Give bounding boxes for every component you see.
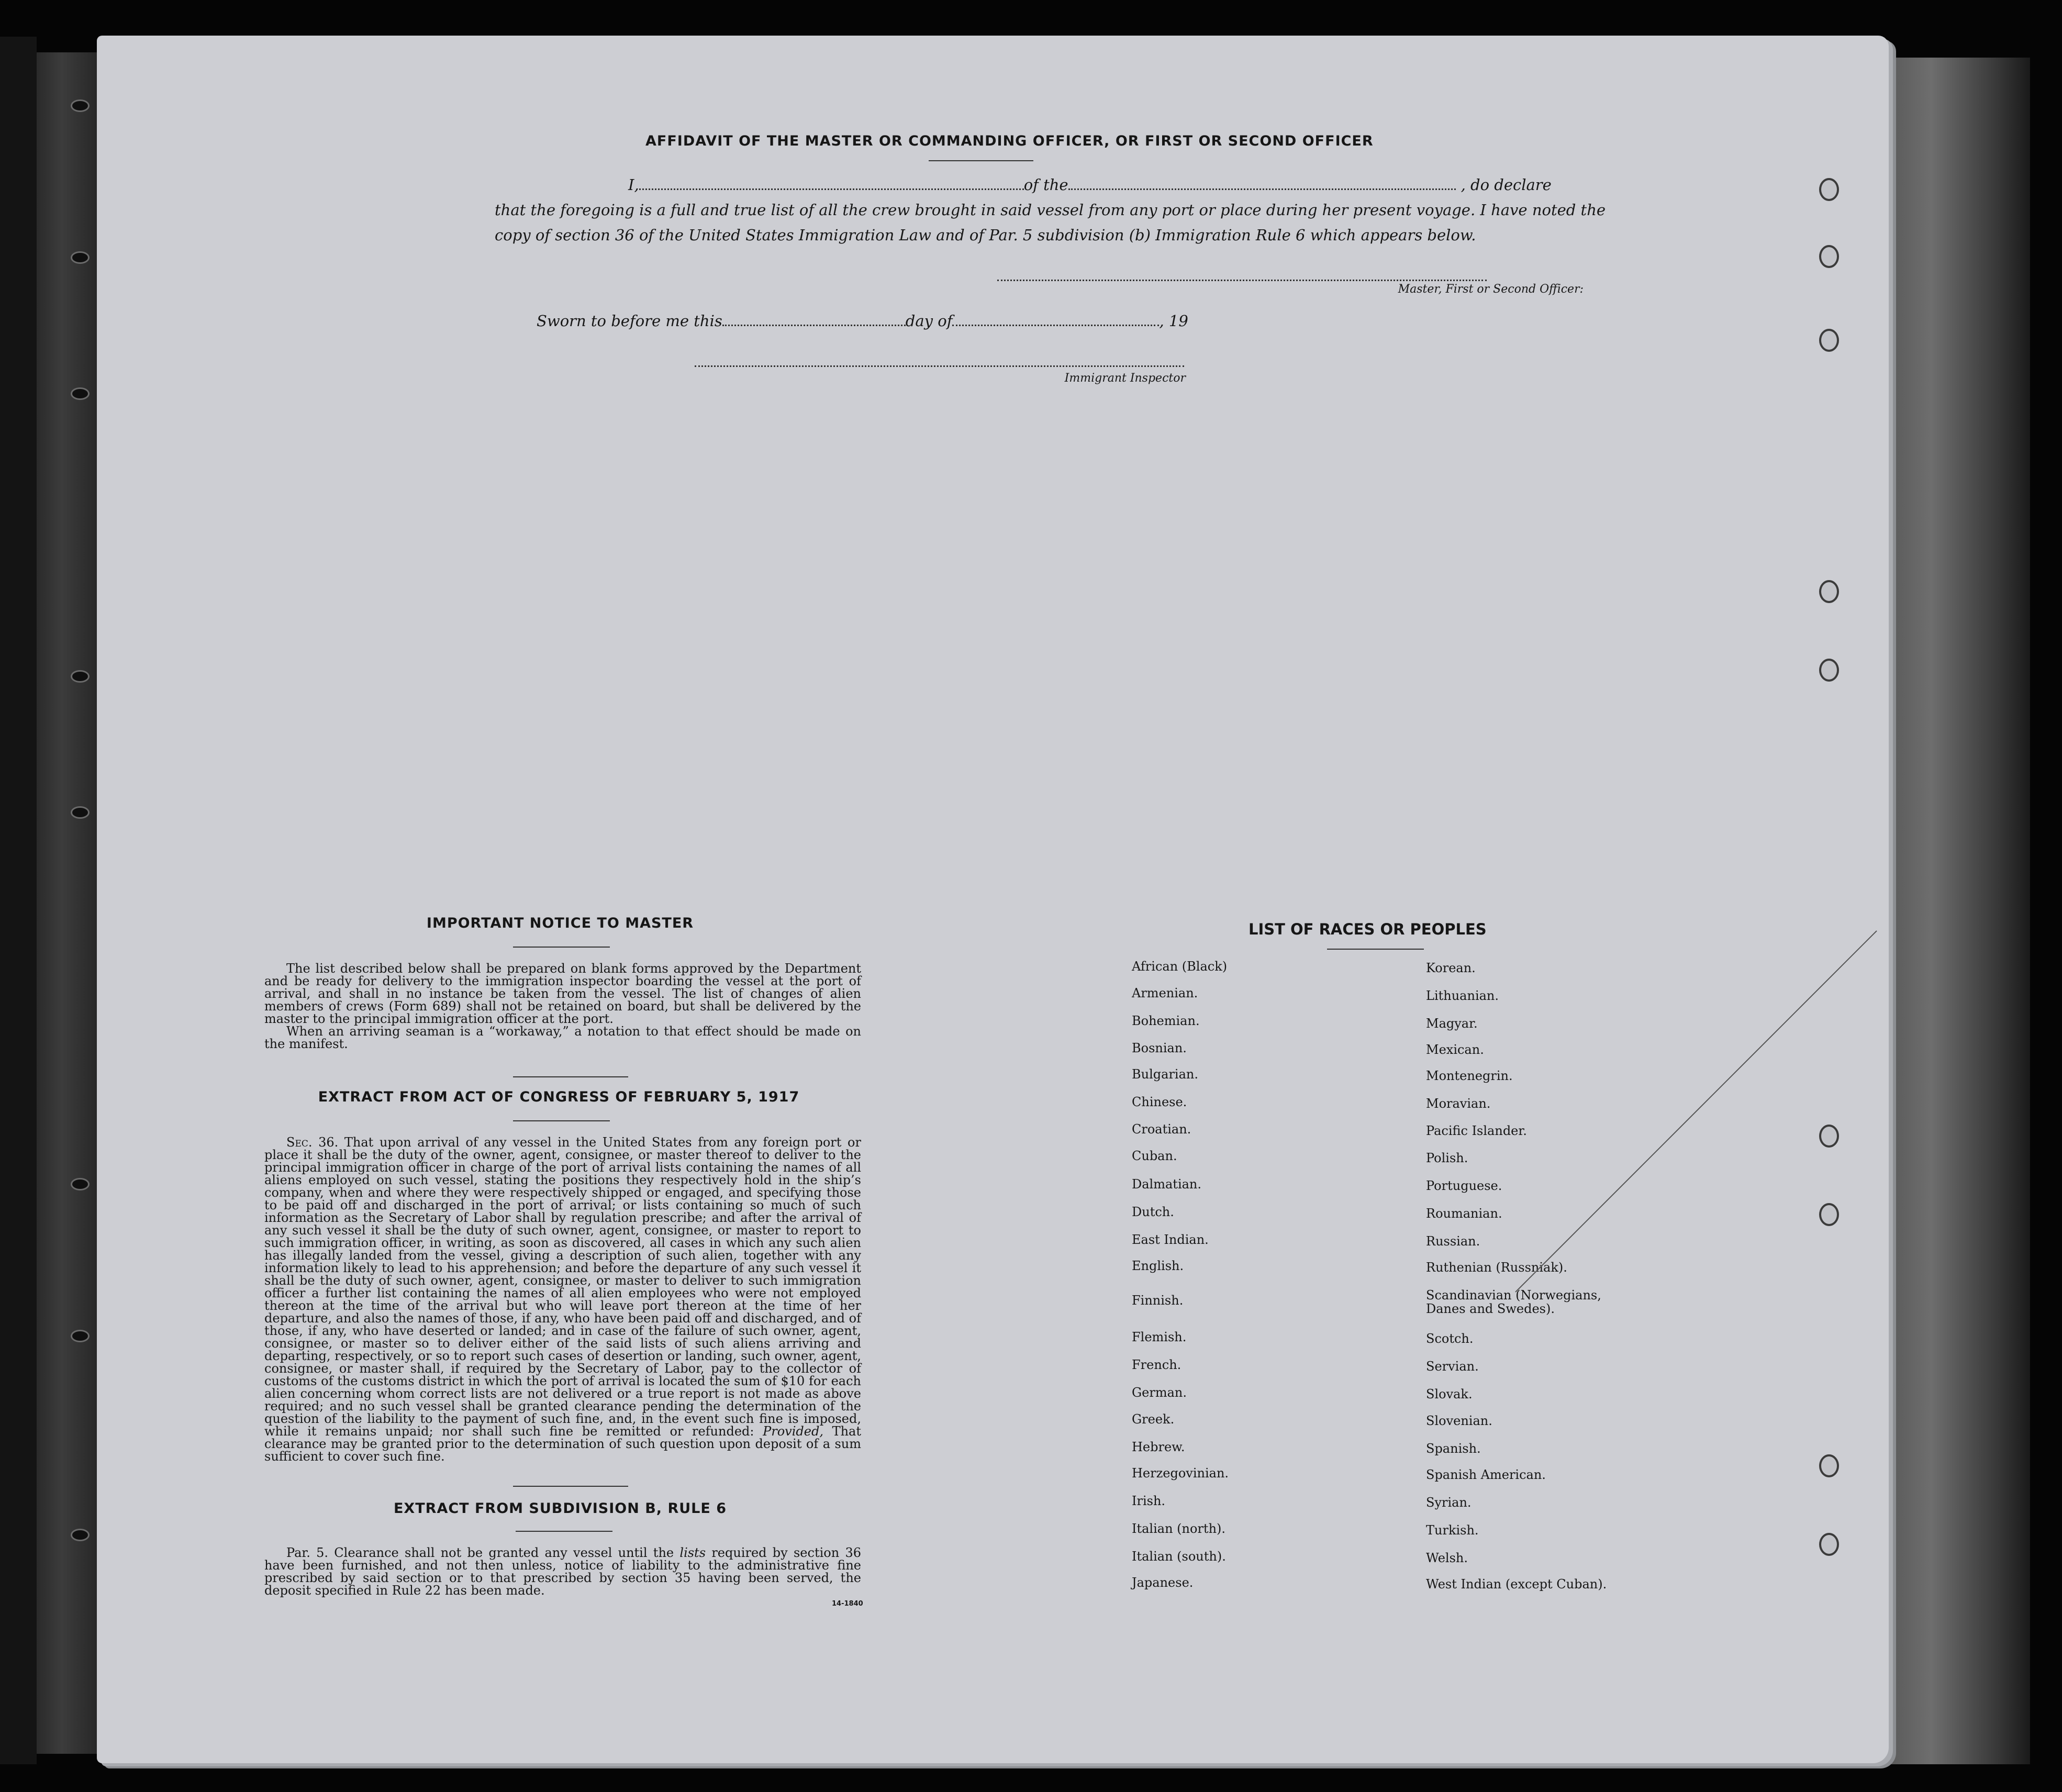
race-item: Polish. xyxy=(1426,1151,1468,1165)
race-item: Hebrew. xyxy=(1132,1440,1185,1454)
act-extract-title: EXTRACT FROM ACT OF CONGRESS OF FEBRUARY 5, 1917 xyxy=(318,1089,800,1105)
race-item: Bohemian. xyxy=(1132,1014,1200,1028)
race-item: Roumanian. xyxy=(1426,1206,1502,1221)
race-item: Montenegrin. xyxy=(1426,1068,1513,1083)
of-the-label: of the xyxy=(1023,176,1068,194)
binder-hole xyxy=(71,387,90,400)
do-declare-label: , do declare xyxy=(1461,176,1552,194)
race-item: Italian (south). xyxy=(1132,1549,1226,1564)
punch-hole-icon xyxy=(1819,178,1839,201)
race-item: Turkish. xyxy=(1426,1523,1479,1538)
race-item: Russian. xyxy=(1426,1234,1480,1249)
act-text: That upon arrival of any vessel in the United States from any foreign port or place it shall be the duty of the owner, agent, consignee, or master thereof to deliver to the principal immigration officer in charge of the port of arrival lists containing the names of all aliens employed on such vessel, stating the positions they respectively hold in the ship’s company, when and where they were respectively shipped or engaged, and specifying those to be paid off and discharged in the port of arrival; or lists containing so much of such information as the Secretary of Labor shall by regulation prescribe; and after the arrival of any such vessel it shall be the duty of such owner, agent, consignee, or master to report to such immigration officer, in writing, as soon as discovered, all cases in which any such alien has illegally landed from the vessel, giving a description of such alien, together with any information likely to lead to his apprehension; and before the departure of any such vessel it shall be the duty of such owner, agent, consignee, or master to deliver to such immigration officer a further list containing the names of all alien employees who were not employed thereon at the time of the arrival but who will leave port thereon at the time of her departure, and also the names of those, if any, who have been paid off and discharged, and of those, if any, who have deserted or landed; and in case of the failure of such owner, agent, consignee, or master so to deliver either of the said lists of such aliens arriving and departing, respectively, or so to report such cases of desertion or landing, such owner, agent, consignee, or master shall, if required by the Secretary of Labor, pay to the collector of customs of the customs district in which the port of arrival is located the sum of $10 for each alien concerning whom correct lists are not delivered or a true report is not made as above required; and no such vessel shall be granted clearance pending the determination of the question of the liability to the payment of such fine, and, in the event such fine is imposed, while it remains unpaid; nor shall such fine be remitted or refunded: xyxy=(264,1135,861,1439)
title-divider xyxy=(929,160,1033,161)
vessel-name-blank[interactable] xyxy=(1068,188,1456,190)
i-label: I, xyxy=(628,176,639,194)
race-item: Syrian. xyxy=(1426,1495,1472,1510)
race-item: Herzegovinian. xyxy=(1132,1466,1229,1481)
notice-divider xyxy=(513,947,610,948)
races-divider xyxy=(1327,949,1424,950)
race-item: Irish. xyxy=(1132,1494,1166,1508)
binder-hole xyxy=(71,1529,90,1541)
affidavit-line-3: copy of section 36 of the United States Immigration Law and of Par. 5 subdivision (b) Immigration Rule 6 which appears below. xyxy=(495,226,1476,244)
punch-hole-icon xyxy=(1819,1454,1839,1477)
race-item: Greek. xyxy=(1132,1412,1175,1427)
race-item: Spanish American. xyxy=(1426,1467,1546,1482)
binder-strip-right xyxy=(1889,58,2030,1764)
race-item: Spanish. xyxy=(1426,1441,1481,1456)
manifest-page xyxy=(97,36,1889,1763)
race-item: Scandinavian (Norwegians, Danes and Swedes). xyxy=(1426,1288,1601,1316)
race-item: African (Black) xyxy=(1132,959,1228,974)
race-item: Mexican. xyxy=(1426,1042,1484,1057)
race-item: Chinese. xyxy=(1132,1095,1187,1109)
punch-hole-icon xyxy=(1819,329,1839,352)
scan-background-left xyxy=(0,37,37,1764)
race-item: French. xyxy=(1132,1357,1182,1372)
binder-hole xyxy=(71,251,90,264)
race-item: Dutch. xyxy=(1132,1205,1174,1219)
race-item: Cuban. xyxy=(1132,1149,1177,1163)
race-item: West Indian (except Cuban). xyxy=(1426,1577,1607,1591)
race-item: Finnish. xyxy=(1132,1293,1184,1308)
race-item: Lithuanian. xyxy=(1426,988,1499,1003)
punch-hole-icon xyxy=(1819,580,1839,603)
stray-pen-mark xyxy=(1510,926,1887,1303)
notice-body xyxy=(264,962,861,1050)
section-divider xyxy=(513,1076,628,1077)
notice-paragraph-2: When an arriving seaman is a “workaway,” a notation to that effect should be made on the manifest. xyxy=(264,1024,861,1051)
sec-label: Sec. 36. xyxy=(286,1135,339,1150)
section-divider xyxy=(513,1486,628,1487)
race-item: Pacific Islander. xyxy=(1426,1123,1527,1138)
race-item: Italian (north). xyxy=(1132,1521,1226,1536)
rule-text-after: required by section 36 have been furnished, and not then unless, notice of liability to the administrative fine prescribed by said section or to that prescribed by section 35 having been served, the deposit specified in Rule 22 has been made. xyxy=(264,1545,861,1598)
day-of-label: day of xyxy=(905,312,953,330)
race-item: Slovenian. xyxy=(1426,1413,1492,1428)
race-item: Croatian. xyxy=(1132,1122,1191,1137)
race-item: Welsh. xyxy=(1426,1551,1468,1565)
race-item: Moravian. xyxy=(1426,1096,1491,1111)
sworn-line xyxy=(537,309,1188,333)
master-name-blank[interactable] xyxy=(639,188,1024,190)
race-item: Portuguese. xyxy=(1426,1178,1502,1193)
lists-word: lists xyxy=(679,1545,706,1560)
race-item: Servian. xyxy=(1426,1359,1479,1374)
race-item: Bosnian. xyxy=(1132,1041,1187,1055)
act-divider xyxy=(513,1120,610,1121)
inspector-signature-line[interactable] xyxy=(695,365,1184,367)
affidavit-title: AFFIDAVIT OF THE MASTER OR COMMANDING OFFICER, OR FIRST OR SECOND OFFICER xyxy=(645,133,1374,149)
sworn-month-blank[interactable] xyxy=(952,325,1159,326)
race-item: Slovak. xyxy=(1426,1387,1473,1401)
form-number: 14-1840 xyxy=(832,1600,863,1608)
notice-title: IMPORTANT NOTICE TO MASTER xyxy=(426,915,694,931)
race-item: Flemish. xyxy=(1132,1330,1187,1344)
rule-extract-body xyxy=(264,1546,861,1597)
race-item: Armenian. xyxy=(1132,986,1198,1000)
race-item: English. xyxy=(1132,1259,1184,1273)
affidavit-line-2: that the foregoing is a full and true list of all the crew brought in said vessel from any port or place during her present voyage. I have noted the xyxy=(495,201,1606,219)
sworn-day-blank[interactable] xyxy=(722,325,906,326)
notice-paragraph-1: The list described below shall be prepared on blank forms approved by the Department and be ready for delivery to the immigration inspector boarding the vessel at the port of arrival, and shall in no instance be taken from the vessel. The list of changes of alien members of crews (Form 689) shall not be retained on board, but shall be delivered by the master to the principal immigration officer at the port. xyxy=(264,961,861,1026)
race-item: Ruthenian (Russniak). xyxy=(1426,1260,1567,1275)
binder-hole xyxy=(71,1178,90,1190)
act-tail: That clearance may be granted prior to the determination of such question upon deposit of a sum sufficient to cover such fine. xyxy=(264,1424,861,1464)
punch-hole-icon xyxy=(1819,245,1839,268)
race-item: Bulgarian. xyxy=(1132,1067,1198,1082)
punch-hole-icon xyxy=(1819,1533,1839,1556)
race-item: German. xyxy=(1132,1385,1187,1400)
binder-hole xyxy=(71,670,90,683)
race-item: East Indian. xyxy=(1132,1232,1209,1247)
binder-hole xyxy=(71,99,90,112)
affidavit-line-1 xyxy=(534,173,1586,197)
punch-hole-icon xyxy=(1819,659,1839,682)
binder-hole xyxy=(71,1330,90,1342)
rule-divider xyxy=(516,1531,612,1532)
rule-extract-title: EXTRACT FROM SUBDIVISION B, RULE 6 xyxy=(393,1500,727,1517)
inspector-caption: Immigrant Inspector xyxy=(1064,372,1186,385)
race-item: Scotch. xyxy=(1426,1331,1474,1346)
signature-caption: Master, First or Second Officer: xyxy=(1398,283,1584,296)
binder-hole xyxy=(71,806,90,819)
sworn-label: Sworn to before me this xyxy=(537,312,722,330)
provided-word: Provided, xyxy=(763,1424,823,1439)
races-title: LIST OF RACES OR PEOPLES xyxy=(1249,920,1487,938)
race-item: Magyar. xyxy=(1426,1016,1478,1031)
race-item: Korean. xyxy=(1426,961,1476,975)
race-item: Japanese. xyxy=(1132,1575,1194,1590)
binder-strip-left xyxy=(37,52,99,1754)
year-prefix: , 19 xyxy=(1159,312,1188,330)
master-signature-line[interactable] xyxy=(997,280,1487,281)
rule-text-before: Par. 5. Clearance shall not be granted any vessel until the xyxy=(286,1545,674,1560)
race-item: Dalmatian. xyxy=(1132,1177,1202,1192)
act-extract-body xyxy=(264,1136,861,1463)
